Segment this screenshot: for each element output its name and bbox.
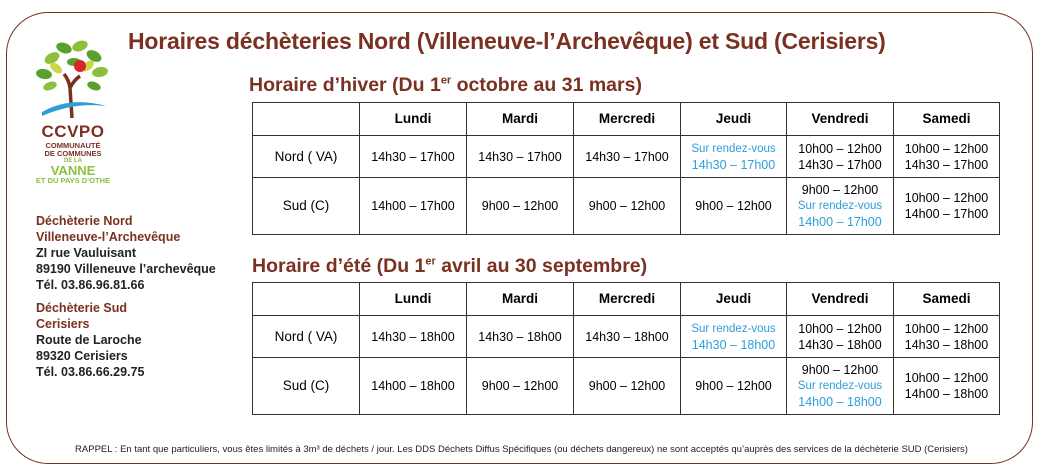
tree-logo-icon [30,36,116,120]
address-sud [36,300,144,380]
hours-line: 14h30 – 18h00 [904,337,989,352]
hours-line: 14h30 – 18h00 [691,337,776,352]
header-day: Jeudi [681,283,787,316]
hours-cell [894,358,1000,415]
hours-cell [681,136,787,178]
hours-line: 14h00 – 18h00 [904,387,989,401]
hours-cell: 9h00 – 12h00 [467,358,574,415]
hours-cell [787,316,894,358]
header-day: Mardi [467,103,574,136]
hours-line: 9h00 – 12h00 [801,183,879,197]
table-header-row [253,103,1000,136]
row-label: Nord ( VA) [253,136,360,178]
hours-cell: 14h30 – 18h00 [467,316,574,358]
summer-table [252,282,1000,415]
hours-cell: 14h30 – 18h00 [574,316,681,358]
header-day: Mercredi [574,283,681,316]
header-corner [253,283,360,316]
hours-line: 14h30 – 17h00 [691,157,776,172]
brand-line2: DE COMMUNES [44,149,102,158]
header-day: Mercredi [574,103,681,136]
address-sud-name2: Cerisiers [36,317,90,331]
appointment-note: Sur rendez-vous [691,322,776,335]
address-nord [36,213,216,293]
appointment-note: Sur rendez-vous [797,380,883,392]
hours-cell [787,136,894,178]
address-sud-tel: Tél. 03.86.66.29.75 [36,365,145,379]
hours-line: 14h30 – 18h00 [798,337,882,352]
appointment-note: Sur rendez-vous [691,142,776,155]
header-day: Vendredi [787,103,894,136]
winter-title [249,74,642,97]
hours-cell: 14h30 – 17h00 [360,136,467,178]
table-row [253,316,1000,358]
hours-cell [894,316,1000,358]
hours-cell: 14h00 – 17h00 [360,178,467,235]
table-row [253,136,1000,178]
hours-cell [894,178,1000,235]
hours-cell [894,136,1000,178]
reminder-note: RAPPEL : En tant que particuliers, vous êtes limités à 3m³ de déchets / jour. Les DDS Déchets Diffus Spécifiques (ou déchets dangereux) ne sont acceptés qu’auprès des services de la déchèterie SUD (Cerisiers) [75,444,968,455]
hours-line: 10h00 – 12h00 [798,321,882,336]
header-day: Samedi [894,103,1000,136]
hours-cell [787,358,894,415]
address-sud-city: 89320 Cerisiers [36,349,128,363]
hours-cell: 9h00 – 12h00 [467,178,574,235]
header-day: Jeudi [681,103,787,136]
table-row [253,358,1000,415]
summer-title-b: avril au 30 septembre) [435,255,648,277]
brand-line1: COMMUNAUTÉ [45,141,101,150]
ccvpo-logo [30,36,116,120]
address-nord-name1: Déchèterie Nord [36,214,133,228]
row-label: Nord ( VA) [253,316,360,358]
hours-line: 14h00 – 17h00 [904,207,989,221]
ccvpo-brand [30,122,116,185]
address-sud-name1: Déchèterie Sud [36,301,128,315]
summer-title-sup: er [425,255,436,268]
row-label: Sud (C) [253,178,360,235]
appointment-note: Sur rendez-vous [797,200,883,212]
header-day: Lundi [360,283,467,316]
address-nord-tel: Tél. 03.86.96.81.66 [36,278,145,292]
row-label: Sud (C) [253,358,360,415]
hours-line: 14h30 – 17h00 [798,157,882,172]
hours-line: 10h00 – 12h00 [798,141,882,156]
winter-table [252,102,1000,235]
hours-line: 10h00 – 12h00 [904,191,989,205]
hours-cell: 9h00 – 12h00 [681,178,787,235]
hours-cell: 9h00 – 12h00 [681,358,787,415]
winter-title-a: Horaire d’hiver (Du 1 [249,74,441,96]
hours-cell: 14h30 – 17h00 [467,136,574,178]
brand-line5: ET DU PAYS D’OTHE [35,176,111,185]
winter-title-b: octobre au 31 mars) [451,74,642,96]
header-corner [253,103,360,136]
hours-cell: 9h00 – 12h00 [574,178,681,235]
hours-line: 14h00 – 17h00 [798,215,882,229]
hours-cell: 14h30 – 18h00 [360,316,467,358]
winter-title-sup: er [440,74,452,87]
hours-line: 10h00 – 12h00 [904,371,989,385]
page-title: Horaires déchèteries Nord (Villeneuve-l’Archevêque) et Sud (Cerisiers) [128,28,886,54]
hours-cell: 14h30 – 17h00 [574,136,681,178]
hours-cell [681,316,787,358]
summer-title-a: Horaire d’été (Du 1 [252,255,426,277]
address-sud-street: Route de Laroche [36,333,142,347]
summer-title [252,255,647,278]
hours-cell [787,178,894,235]
hours-cell: 14h00 – 18h00 [360,358,467,415]
brand-line3: DE LA [64,158,82,164]
table-row [253,178,1000,235]
hours-line: 10h00 – 12h00 [904,321,989,336]
hours-cell: 9h00 – 12h00 [574,358,681,415]
header-day: Vendredi [787,283,894,316]
header-day: Mardi [467,283,574,316]
hours-line: 10h00 – 12h00 [904,141,989,156]
address-nord-city: 89190 Villeneuve l’archevêque [36,262,216,276]
address-nord-name2: Villeneuve-l’Archevêque [36,230,181,244]
header-day: Samedi [894,283,1000,316]
address-nord-street: ZI rue Vauluisant [36,246,137,260]
brand-line4: VANNE [50,163,96,178]
hours-line: 14h00 – 18h00 [798,395,882,409]
hours-line: 14h30 – 17h00 [904,157,989,172]
brand-name: CCVPO [41,122,105,141]
hours-line: 9h00 – 12h00 [801,363,879,377]
table-header-row [253,283,1000,316]
header-day: Lundi [360,103,467,136]
